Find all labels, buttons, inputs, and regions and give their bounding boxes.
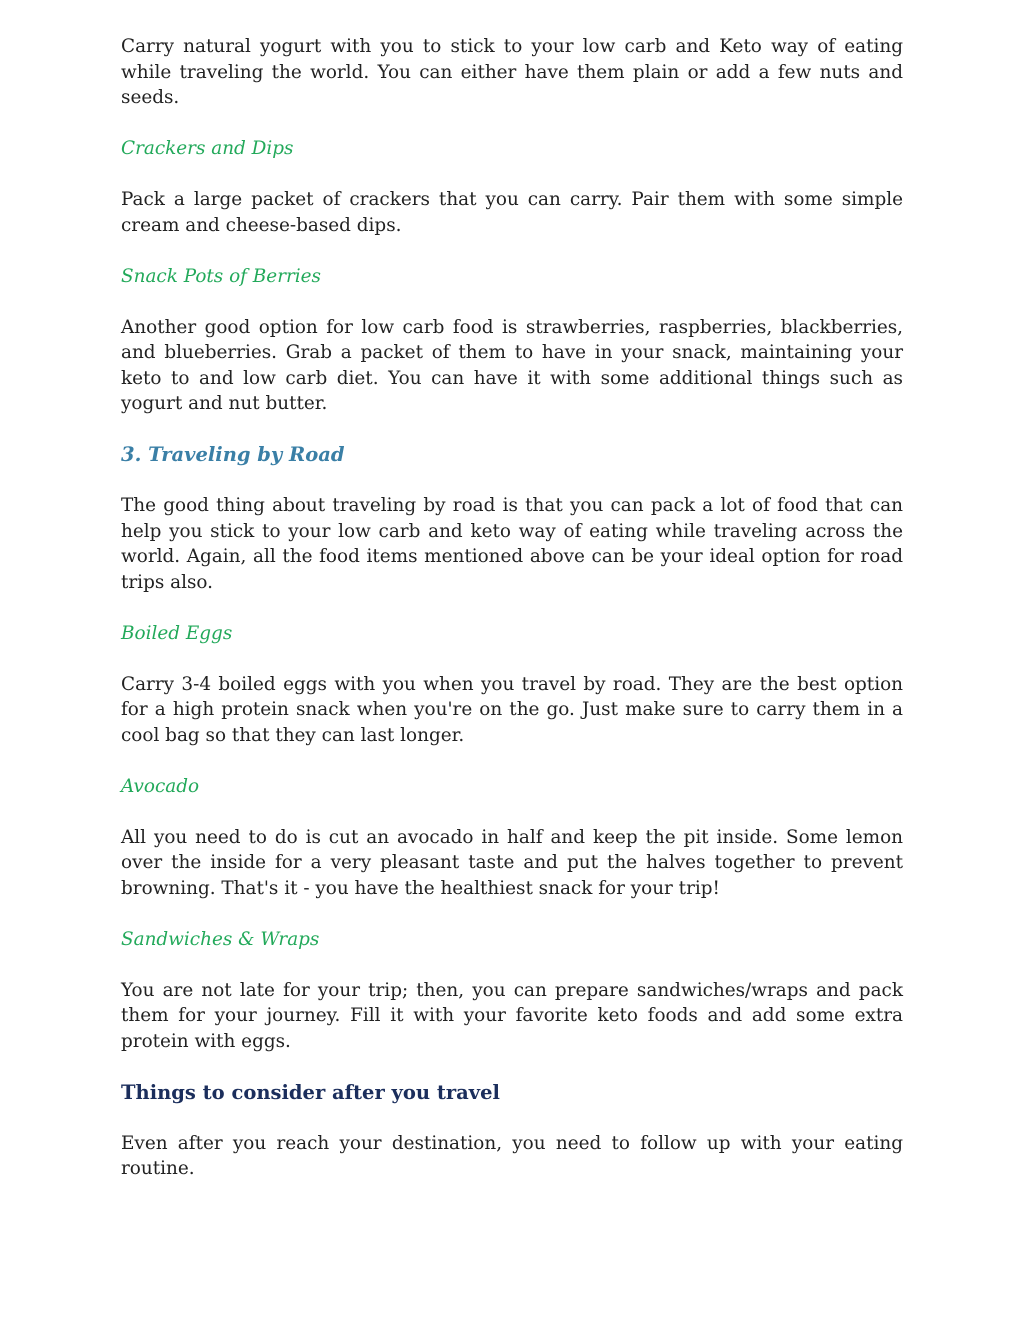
- heading-things-to-consider-after-travel: Things to consider after you travel: [121, 1080, 500, 1104]
- paragraph-after-travel: Even after you reach your destination, you need to follow up with your eating routine.: [121, 1132, 903, 1179]
- subheading-snack-pots-of-berries: Snack Pots of Berries: [121, 265, 321, 287]
- subheading-boiled-eggs: Boiled Eggs: [121, 622, 233, 644]
- subheading-avocado: Avocado: [121, 775, 200, 797]
- paragraph-crackers: Pack a large packet of crackers that you can carry. Pair them with some simple cream and cheese-based dips.: [121, 189, 903, 236]
- subheading-crackers-and-dips: Crackers and Dips: [121, 138, 294, 159]
- paragraph-boiled-eggs: Carry 3-4 boiled eggs with you when you travel by road. They are the best option for a high protein snack when you're on the go. Just make sure to carry them in a cool bag so that they can last longer.: [121, 673, 903, 746]
- paragraph-sandwiches-and-wraps: You are not late for your trip; then, you can prepare sandwiches/wraps and pack them for your journey. Fill it with your favorite keto foods and add some extra protein with eggs.: [121, 979, 903, 1052]
- paragraph-yogurt: Carry natural yogurt with you to stick to your low carb and Keto way of eating while traveling the world. You can either have them plain or add a few nuts and seeds.: [121, 36, 903, 108]
- document-page: [121, 34, 903, 1207]
- section-heading-traveling-by-road: 3. Traveling by Road: [121, 443, 345, 466]
- paragraph-avocado: All you need to do is cut an avocado in half and keep the pit inside. Some lemon over the inside for a very pleasant taste and put the halves together to prevent browning. That's it - you have the healthiest snack for your trip!: [121, 826, 903, 899]
- paragraph-traveling-by-road: The good thing about traveling by road is that you can pack a lot of food that can help you stick to your low carb and keto way of eating while traveling across the world. Again, all the food items mentioned above can be your ideal option for road trips also.: [121, 495, 903, 593]
- subheading-sandwiches-and-wraps: Sandwiches & Wraps: [121, 928, 320, 950]
- paragraph-berries: Another good option for low carb food is strawberries, raspberries, blackberries, and blueberries. Grab a packet of them to have in your snack, maintaining your keto to and low carb diet. You can have it with some additional things such as yogurt and nut butter.: [121, 316, 903, 414]
